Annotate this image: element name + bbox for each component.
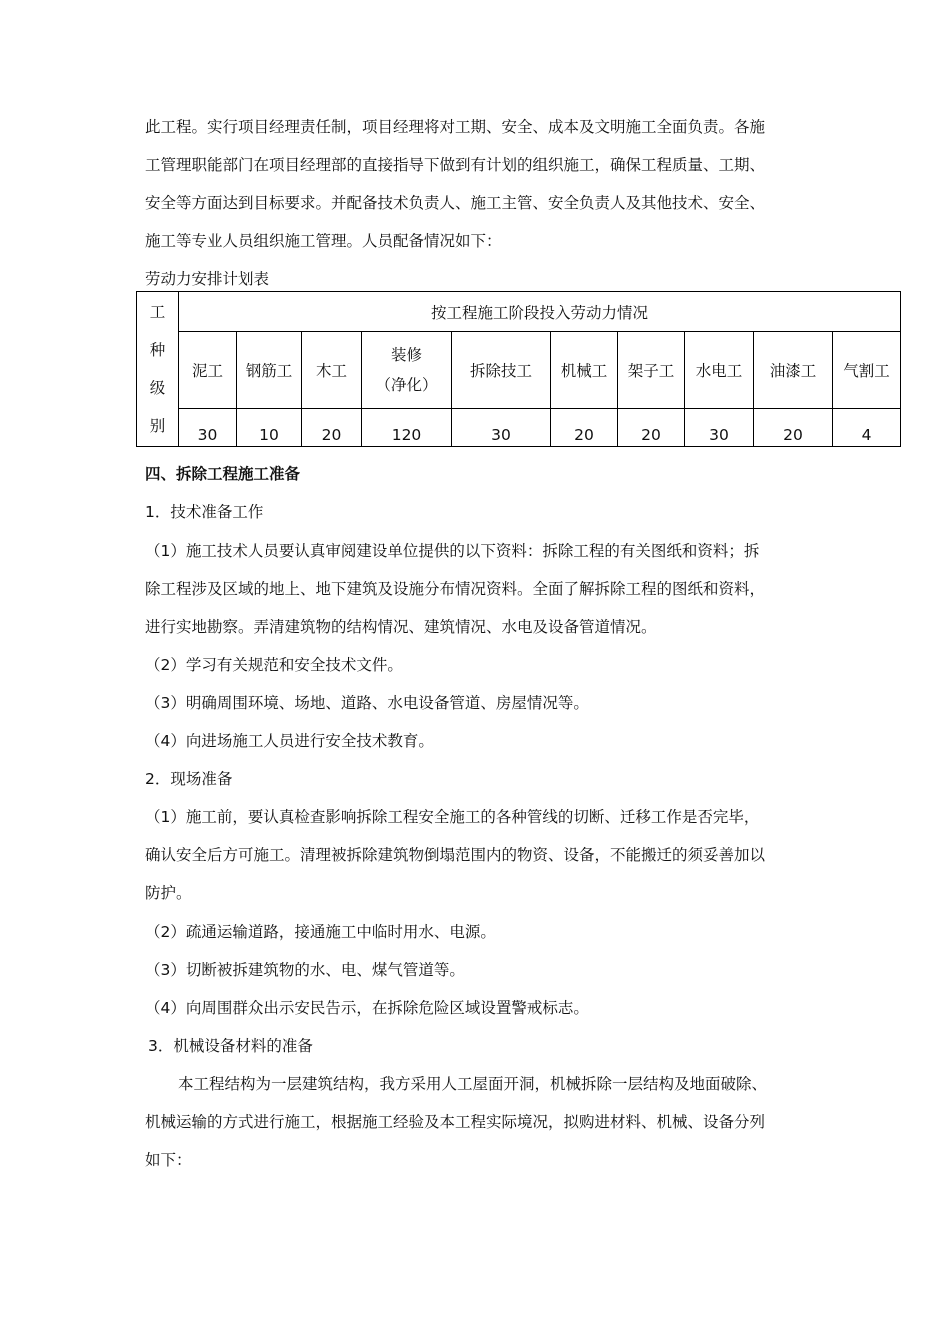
text-line: （3）切断被拆建筑物的水、电、煤气管道等。 xyxy=(145,961,465,979)
labor-plan-table xyxy=(136,291,901,447)
trade-header: 架子工 xyxy=(618,332,685,409)
trade-header: 机械工 xyxy=(551,332,618,409)
row-header-char: 工 xyxy=(149,303,166,321)
row-header-char: 别 xyxy=(149,417,166,435)
trade-header: 油漆工 xyxy=(754,332,833,409)
subsection-title: 3．机械设备材料的准备 xyxy=(148,1037,313,1055)
trade-header: 钢筋工 xyxy=(237,332,302,409)
count-cell: 30 xyxy=(452,409,551,447)
intro-line-3: 安全等方面达到目标要求。并配备技术负责人、施工主管、安全负责人及其他技术、安全、 xyxy=(145,194,766,212)
group-header: 按工程施工阶段投入劳动力情况 xyxy=(179,292,901,332)
count-cell: 20 xyxy=(551,409,618,447)
text-line: （1）施工前，要认真检查影响拆除工程安全施工的各种管线的切断、迁移工作是否完毕， xyxy=(145,808,760,826)
count-cell: 20 xyxy=(302,409,362,447)
subsection-title: 1．技术准备工作 xyxy=(145,503,264,521)
trade-header-label: 装修 xyxy=(390,346,422,364)
subsection-title: 2．现场准备 xyxy=(145,770,233,788)
trade-header: 泥工 xyxy=(179,332,237,409)
text-line: 机械运输的方式进行施工，根据施工经验及本工程实际境况，拟购进材料、机械、设备分列 xyxy=(145,1113,766,1131)
intro-line-2: 工管理职能部门在项目经理部的直接指导下做到有计划的组织施工，确保工程质量、工期、 xyxy=(145,156,766,174)
text-line: 除工程涉及区域的地上、地下建筑及设施分布情况资料。全面了解拆除工程的图纸和资料， xyxy=(145,580,766,598)
text-line: （3）明确周围环境、场地、道路、水电设备管道、房屋情况等。 xyxy=(145,694,589,712)
row-header-char: 种 xyxy=(149,341,166,359)
trade-header: 拆除技工 xyxy=(452,332,551,409)
trade-header: 气割工 xyxy=(833,332,901,409)
text-line: （2）学习有关规范和安全技术文件。 xyxy=(145,656,403,674)
text-line: 如下： xyxy=(145,1151,192,1169)
trade-header-note: （净化） xyxy=(375,376,438,394)
section-heading: 四、拆除工程施工准备 xyxy=(145,465,301,483)
text-line: 确认安全后方可施工。清理被拆除建筑物倒塌范围内的物资、设备，不能搬迁的须妥善加以 xyxy=(145,846,766,864)
text-line: 本工程结构为一层建筑结构，我方采用人工屋面开洞，机械拆除一层结构及地面破除、 xyxy=(178,1075,768,1093)
table-caption: 劳动力安排计划表 xyxy=(145,270,270,288)
trade-header: 水电工 xyxy=(685,332,754,409)
row-header-cell xyxy=(137,292,179,447)
count-cell: 20 xyxy=(754,409,833,447)
text-line: 进行实地勘察。弄清建筑物的结构情况、建筑情况、水电及设备管道情况。 xyxy=(145,618,657,636)
text-line: （1）施工技术人员要认真审阅建设单位提供的以下资料：拆除工程的有关图纸和资料；拆 xyxy=(145,542,760,560)
count-cell: 4 xyxy=(833,409,901,447)
count-cell: 10 xyxy=(237,409,302,447)
row-header-char: 级 xyxy=(149,379,166,397)
count-cell: 30 xyxy=(179,409,237,447)
trade-header: 木工 xyxy=(302,332,362,409)
count-cell: 30 xyxy=(685,409,754,447)
count-cell: 20 xyxy=(618,409,685,447)
text-line: （2）疏通运输道路，接通施工中临时用水、电源。 xyxy=(145,923,496,941)
text-line: （4）向周围群众出示安民告示，在拆除危险区域设置警戒标志。 xyxy=(145,999,589,1017)
intro-line-4: 施工等专业人员组织施工管理。人员配备情况如下： xyxy=(145,232,502,250)
text-line: （4）向进场施工人员进行安全技术教育。 xyxy=(145,732,434,750)
trade-header xyxy=(362,332,452,409)
intro-line-1: 此工程。实行项目经理责任制，项目经理将对工期、安全、成本及文明施工全面负责。各施 xyxy=(145,118,766,136)
count-cell: 120 xyxy=(362,409,452,447)
text-line: 防护。 xyxy=(145,884,192,902)
